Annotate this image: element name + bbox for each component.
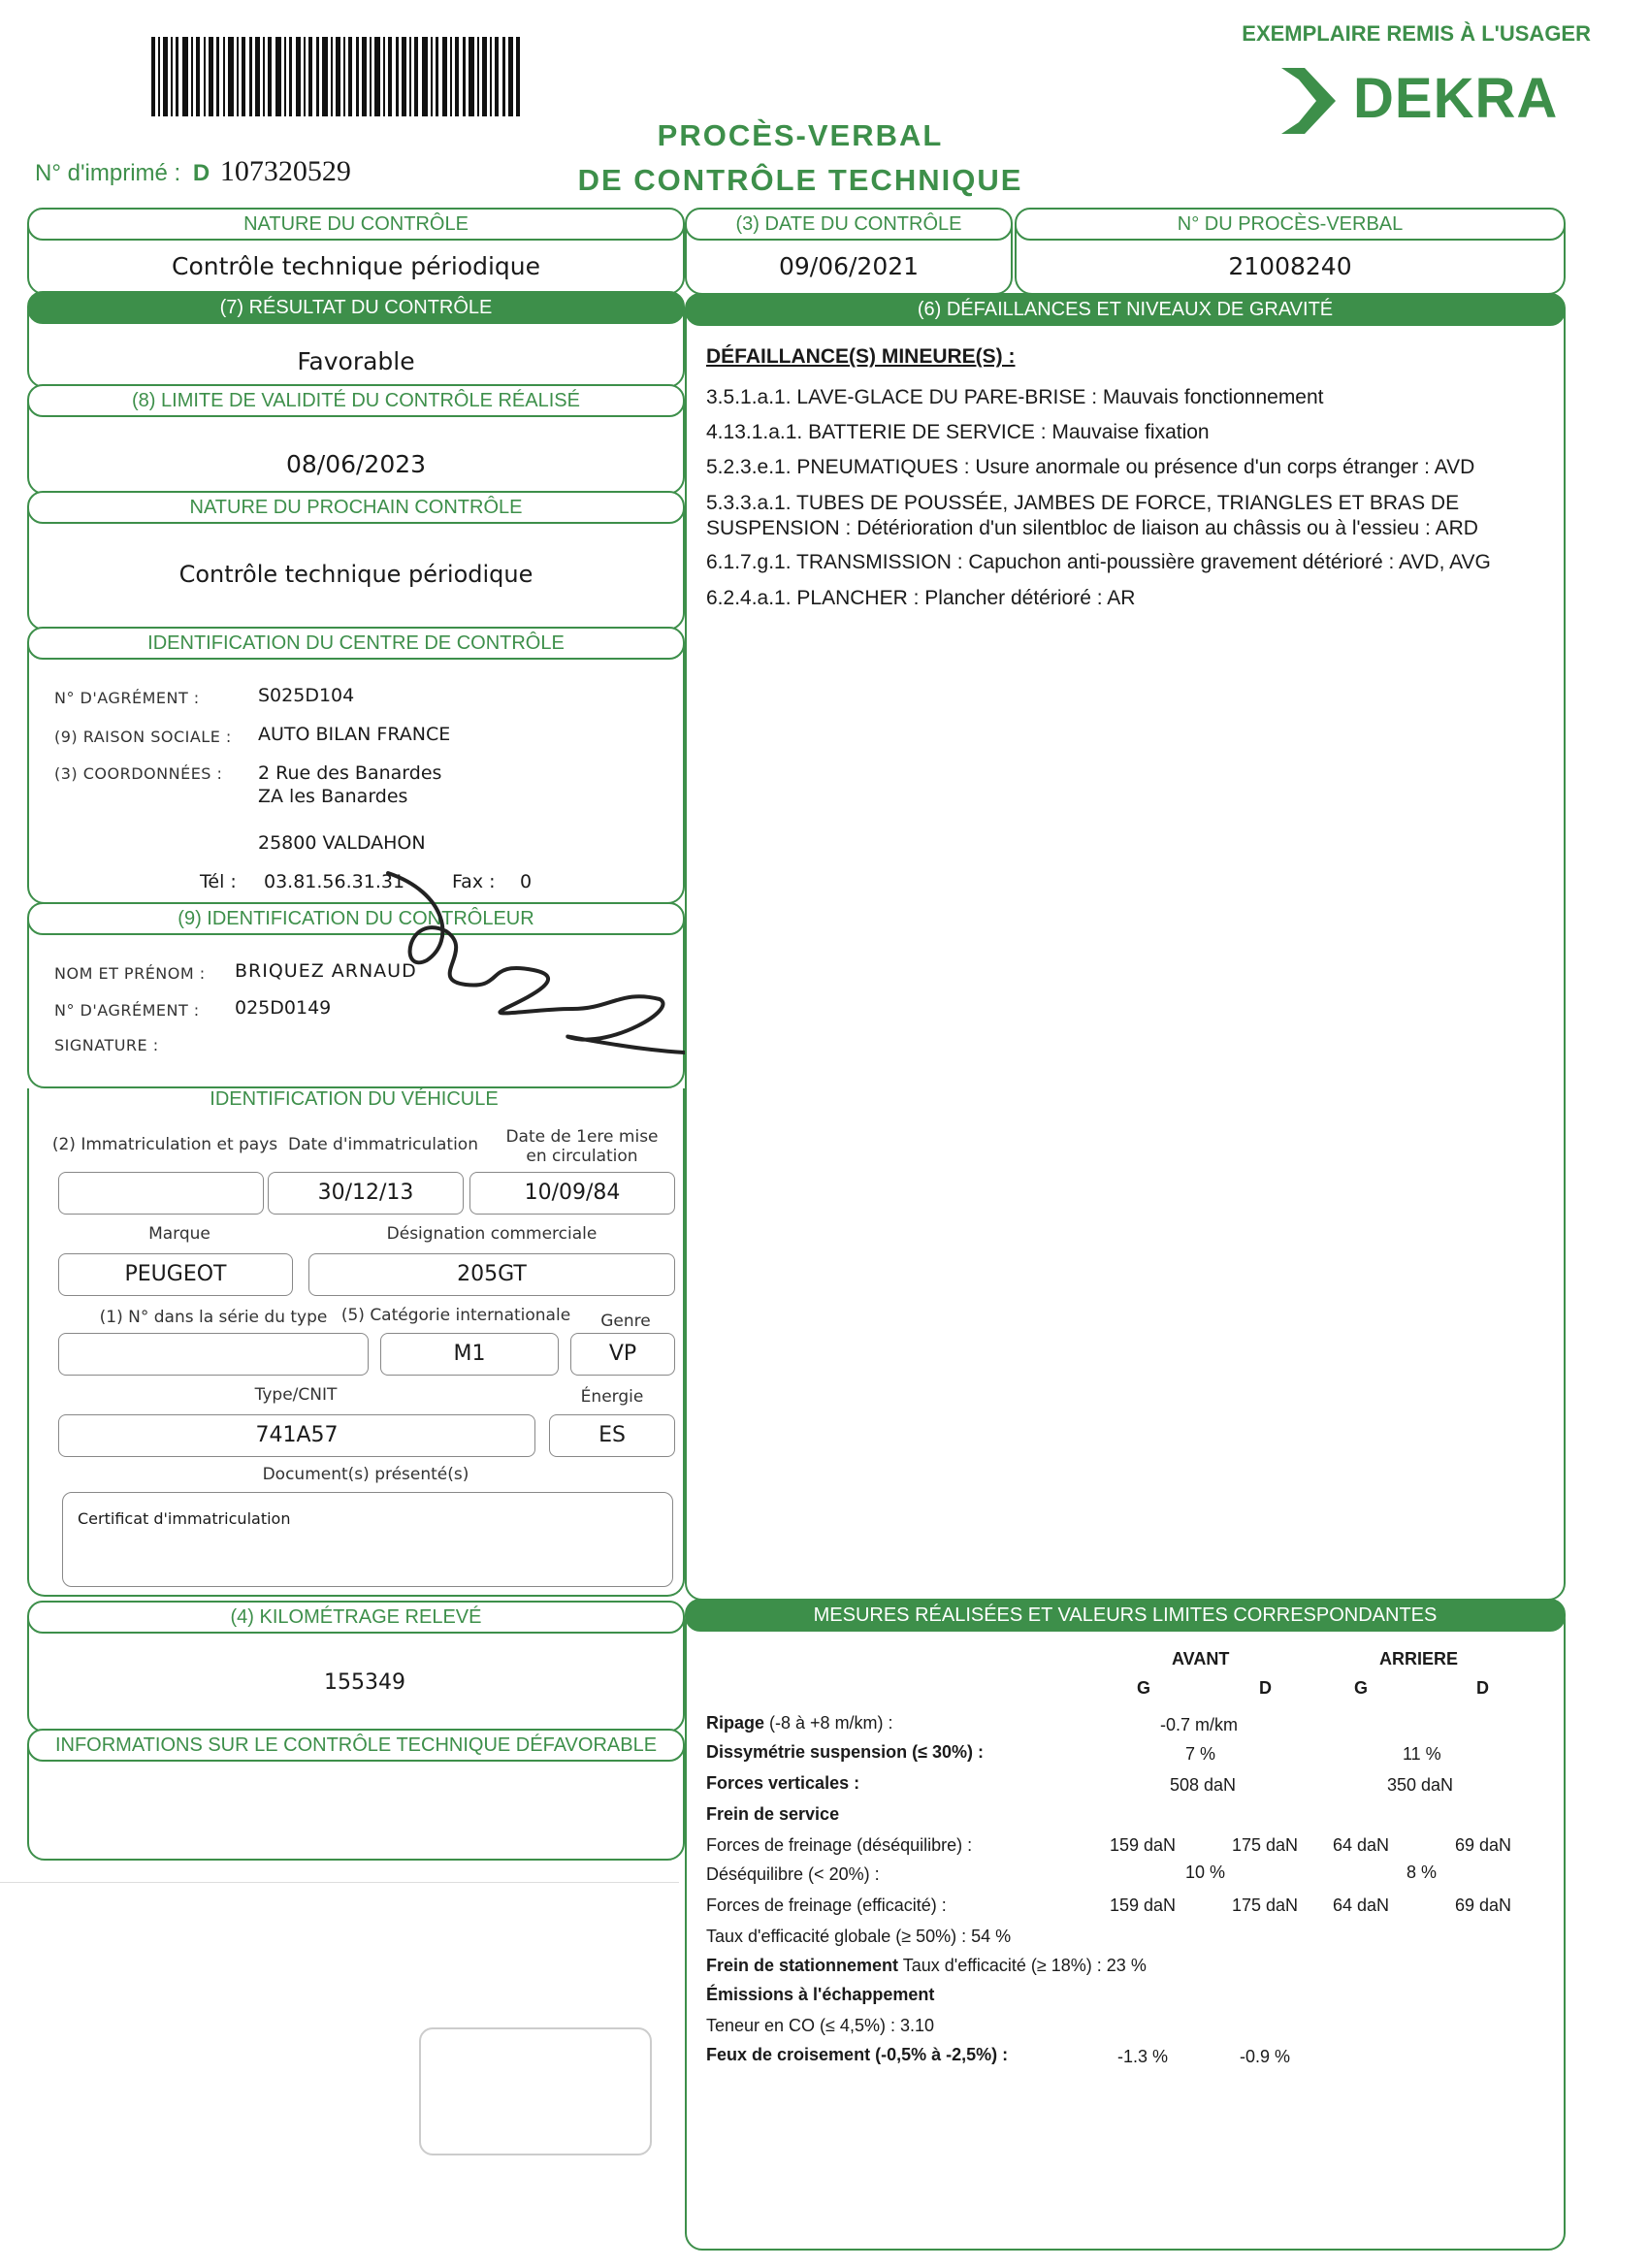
defavorable-header: INFORMATIONS SUR LE CONTRÔLE TECHNIQUE DÉFAVORABLE [27,1729,685,1762]
ripage-label: Ripage [706,1713,765,1733]
frein-stat-label: Frein de stationnement [706,1956,899,1975]
avant-header: AVANT [1172,1649,1230,1669]
genre-label: Genre [600,1312,651,1331]
designation-field: 205GT [308,1253,675,1296]
ff-desq-arriere-g: 64 daN [1333,1835,1390,1855]
paper-fold [0,1882,679,1883]
desq-label: Déséquilibre (< 20%) : [706,1864,880,1884]
result-value: Favorable [297,347,415,375]
ripage-row [706,1713,893,1733]
categorie-label: (5) Catégorie internationale [340,1306,571,1325]
controleur-agrement-value: 025D0149 [235,997,332,1019]
first-use-label-2: en circulation [526,1147,638,1166]
centre-fax-value: 0 [520,871,533,892]
frein-stat-row [706,1956,1147,1976]
dekra-logo [1276,62,1559,140]
forces-v-avant: 508 daN [1170,1775,1237,1795]
defaillances-box [685,293,1566,1601]
first-use-field: 10/09/84 [469,1172,675,1215]
print-label: N° d'imprimé : [35,160,181,186]
dissy-row [706,1742,984,1763]
result-header: (7) RÉSULTAT DU CONTRÔLE [27,291,685,324]
ff-desq-avant-g: 159 daN [1110,1835,1177,1855]
ff-eff-label: Forces de freinage (efficacité) : [706,1895,947,1915]
avant-g-header: G [1137,1678,1151,1698]
co-value: Teneur en CO (≤ 4,5%) : 3.10 [706,2016,934,2035]
feux-label: Feux de croisement [706,2045,871,2064]
centre-raison-value: AUTO BILAN FRANCE [258,724,451,745]
centre-header: IDENTIFICATION DU CENTRE DE CONTRÔLE [27,627,685,660]
forces-v-arriere: 350 daN [1387,1775,1454,1795]
page-title-line1: PROCÈS-VERBAL [657,118,944,152]
envelope-window [419,2027,652,2155]
arriere-d-header: D [1476,1678,1489,1698]
dissy-arriere: 11 % [1403,1744,1441,1764]
ff-desq-label: Forces de freinage (déséquilibre) : [706,1835,973,1855]
km-header: (4) KILOMÉTRAGE RELEVÉ [27,1601,685,1634]
ff-eff-avant-g: 159 daN [1110,1895,1177,1915]
avant-d-header: D [1259,1678,1272,1698]
ff-eff-arriere-d: 69 daN [1455,1895,1512,1915]
defaillance-item: 4.13.1.a.1. BATTERIE DE SERVICE : Mauvaise fixation [706,421,1210,443]
forces-v-label: Forces verticales : [706,1773,860,1793]
validity-value: 08/06/2023 [285,450,427,478]
ff-desq-avant-d: 175 daN [1232,1835,1299,1855]
centre-city: 25800 VALDAHON [258,832,426,854]
centre-tel-value: 03.81.56.31.31 [264,871,405,892]
centre-tel-label: Tél : [200,871,237,892]
type-field: 741A57 [58,1414,535,1457]
arriere-g-header: G [1354,1678,1369,1698]
emissions-label: Émissions à l'échappement [706,1985,935,2004]
defaillance-item: 5.3.3.a.1. TUBES DE POUSSÉE, JAMBES DE FORCE, TRIANGLES ET BRAS DE [706,492,1460,514]
ff-eff-arriere-g: 64 daN [1333,1895,1390,1915]
defaillance-item: 3.5.1.a.1. LAVE-GLACE DU PARE-BRISE : Mauvais fonctionnement [706,386,1324,408]
ff-eff-avant-d: 175 daN [1232,1895,1299,1915]
docs-value: Certificat d'immatriculation [78,1509,291,1528]
immat-field [58,1172,264,1215]
feux-g: -1.3 % [1117,2047,1169,2066]
frein-stat-value: Taux d'efficacité (≥ 18%) : 23 % [902,1956,1147,1975]
date-immat-label: Date d'immatriculation [288,1135,478,1154]
feux-limit: (-0,5% à -2,5%) : [875,2045,1009,2064]
centre-fax-label: Fax : [452,871,496,892]
ripage-limit: (-8 à +8 m/km) : [769,1713,893,1733]
vehicle-header: IDENTIFICATION DU VÉHICULE [210,1088,499,1110]
controleur-signature-label: SIGNATURE : [54,1036,159,1054]
date-header: (3) DATE DU CONTRÔLE [685,208,1013,241]
defaillances-heading: DÉFAILLANCE(S) MINEURE(S) : [706,345,1016,368]
km-value: 155349 [324,1670,405,1695]
centre-raison-label: (9) RAISON SOCIALE : [54,728,232,746]
energie-field: ES [549,1414,675,1457]
defaillance-item: 5.2.3.e.1. PNEUMATIQUES : Usure anormale ou présence d'un corps étranger : AVD [706,456,1475,478]
energie-label: Énergie [580,1387,644,1407]
docs-label: Document(s) présenté(s) [262,1465,469,1484]
designation-label: Désignation commerciale [386,1224,598,1244]
next-header: NATURE DU PROCHAIN CONTRÔLE [27,491,685,524]
next-value: Contrôle technique périodique [178,561,534,588]
centre-address2: ZA les Banardes [258,786,408,807]
frein-service-label: Frein de service [706,1804,840,1824]
nature-header: NATURE DU CONTRÔLE [27,208,685,241]
print-prefix: D [192,160,210,186]
barcode-graphic [151,37,520,116]
print-number [35,155,351,188]
feux-d: -0.9 % [1240,2047,1291,2066]
nature-value: Contrôle technique périodique [172,252,540,280]
serie-label: (1) N° dans la série du type [99,1308,328,1327]
type-label: Type/CNIT [254,1385,338,1405]
centre-agrement-value: S025D104 [258,685,355,706]
arriere-header: ARRIERE [1379,1649,1459,1669]
defaillances-header: (6) DÉFAILLANCES ET NIVEAUX DE GRAVITÉ [685,293,1566,326]
immat-label: (2) Immatriculation et pays [51,1135,278,1154]
date-value: 09/06/2021 [778,252,920,280]
categorie-field: M1 [380,1333,559,1376]
print-number-value: 107320529 [219,155,351,187]
desq-arriere: 8 % [1406,1863,1438,1882]
ripage-value: -0.7 m/km [1160,1715,1239,1734]
marque-label: Marque [148,1224,210,1244]
controleur-name-label: NOM ET PRÉNOM : [54,964,206,983]
controleur-agrement-label: N° D'AGRÉMENT : [54,1001,200,1020]
taux-global: Taux d'efficacité globale (≥ 50%) : 54 % [706,1927,1012,1946]
dissy-avant: 7 % [1185,1744,1216,1764]
controleur-header: (9) IDENTIFICATION DU CONTRÔLEUR [27,902,685,935]
page-title-line2: DE CONTRÔLE TECHNIQUE [577,163,1023,197]
marque-field: PEUGEOT [58,1253,293,1296]
centre-address1: 2 Rue des Banardes [258,762,442,784]
controleur-name-value: BRIQUEZ ARNAUD [235,960,417,982]
copy-label: EXEMPLAIRE REMIS À L'USAGER [1242,21,1591,46]
defaillance-item: SUSPENSION : Détérioration d'un silentbloc de liaison au châssis ou à l'essieu : ARD [706,517,1478,539]
dissy-label: Dissymétrie suspension [706,1742,908,1762]
brand-name: DEKRA [1353,67,1559,130]
barcode [151,37,520,116]
pv-header: N° DU PROCÈS-VERBAL [1015,208,1566,241]
first-use-label-1: Date de 1ere mise [505,1127,659,1147]
centre-agrement-label: N° D'AGRÉMENT : [54,689,200,707]
signature-scribble [369,854,718,1067]
mesures-header: MESURES RÉALISÉES ET VALEURS LIMITES CORRESPONDANTES [685,1599,1566,1632]
defaillance-item: 6.2.4.a.1. PLANCHER : Plancher détérioré : AR [706,587,1136,609]
ff-desq-arriere-d: 69 daN [1455,1835,1512,1855]
pv-value: 21008240 [1228,252,1352,280]
genre-field: VP [570,1333,675,1376]
feux-row [706,2045,1008,2065]
serie-field [58,1333,369,1376]
desq-avant: 10 % [1185,1863,1226,1882]
docs-field [62,1492,673,1587]
dissy-limit: (≤ 30%) : [912,1742,984,1762]
centre-coord-label: (3) COORDONNÉES : [54,764,223,783]
validity-header: (8) LIMITE DE VALIDITÉ DU CONTRÔLE RÉALISÉ [27,384,685,417]
defaillance-item: 6.1.7.g.1. TRANSMISSION : Capuchon anti-poussière gravement détérioré : AVD, AVG [706,551,1491,573]
dekra-logo-icon [1276,62,1343,140]
date-immat-field: 30/12/13 [268,1172,464,1215]
